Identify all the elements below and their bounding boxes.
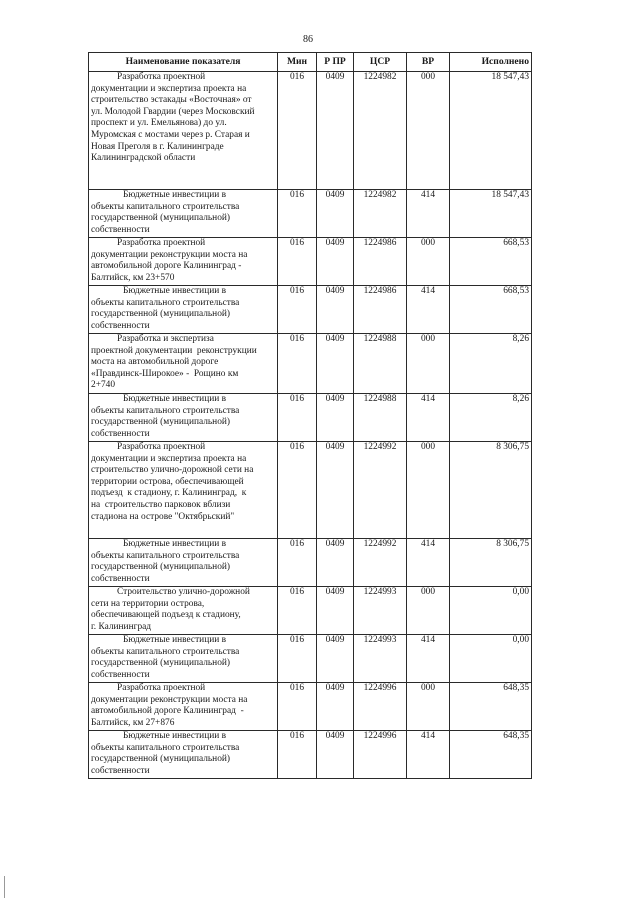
row-name-line: моста на автомобильной дороге <box>91 357 219 368</box>
table-header-row <box>89 53 532 72</box>
row-vr-cell: 414 <box>407 286 450 334</box>
row-name-line: документации реконструкции моста на <box>91 249 248 260</box>
row-name-line: государственной (муниципальной) <box>91 213 231 224</box>
header-ispolneno: Исполнено <box>450 53 532 72</box>
row-min-cell: 016 <box>278 238 317 286</box>
row-vr-cell: 000 <box>407 683 450 731</box>
row-csr-cell: 1224988 <box>354 334 407 394</box>
row-name-cell <box>89 635 278 683</box>
row-min-cell: 016 <box>278 72 317 190</box>
row-name-line: государственной (муниципальной) <box>91 754 231 765</box>
row-name-cell <box>89 539 278 587</box>
row-min-cell: 016 <box>278 442 317 539</box>
header-min: Мин <box>278 53 317 72</box>
row-amount-cell: 668,53 <box>450 286 532 334</box>
row-name-line: Балтийск, км 23+570 <box>91 272 175 283</box>
row-name-line: Разработка проектной <box>117 683 206 693</box>
row-min-cell: 016 <box>278 394 317 442</box>
row-name-cell <box>89 394 278 442</box>
row-vr-cell: 414 <box>407 394 450 442</box>
table-body <box>89 72 532 779</box>
table-row <box>89 587 532 635</box>
row-name-line: Разработка и экспертиза <box>117 334 214 344</box>
row-name-line: объекты капитального строительства <box>91 646 240 657</box>
row-name-line: Бюджетные инвестиции в <box>123 190 227 200</box>
table-row <box>89 286 532 334</box>
row-name-line: Бюджетные инвестиции в <box>123 394 227 404</box>
row-rpr-cell: 0409 <box>317 286 354 334</box>
row-min-cell: 016 <box>278 190 317 238</box>
row-name-line: строительство эстакады «Восточная» от <box>91 95 252 106</box>
table-row <box>89 394 532 442</box>
row-name-line: документации реконструкции моста на <box>91 694 248 705</box>
row-csr-cell: 1224986 <box>354 238 407 286</box>
row-rpr-cell: 0409 <box>317 72 354 190</box>
row-name-line: Бюджетные инвестиции в <box>123 539 227 549</box>
table-row <box>89 190 532 238</box>
row-name-line: Строительство улично-дорожной <box>117 587 250 597</box>
row-csr-cell: 1224996 <box>354 683 407 731</box>
row-name-cell <box>89 72 278 190</box>
row-min-cell: 016 <box>278 334 317 394</box>
row-min-cell: 016 <box>278 731 317 779</box>
row-min-cell: 016 <box>278 587 317 635</box>
header-name: Наименование показателя <box>89 53 278 72</box>
header-vr: ВР <box>407 53 450 72</box>
row-min-cell: 016 <box>278 286 317 334</box>
row-name-line: объекты капитального строительства <box>91 742 240 753</box>
table-row <box>89 72 532 190</box>
row-amount-cell: 8 306,75 <box>450 442 532 539</box>
row-vr-cell: 414 <box>407 190 450 238</box>
row-name-line: 2+740 <box>91 380 116 391</box>
row-csr-cell: 1224982 <box>354 72 407 190</box>
row-name-line: государственной (муниципальной) <box>91 309 231 320</box>
row-name-line: строительство улично-дорожной сети на <box>91 465 254 476</box>
row-amount-cell: 18 547,43 <box>450 190 532 238</box>
row-name-line: Разработка проектной <box>117 72 206 82</box>
row-name-line: Разработка проектной <box>117 238 206 248</box>
row-name-line: Бюджетные инвестиции в <box>123 635 227 645</box>
row-csr-cell: 1224993 <box>354 635 407 683</box>
row-rpr-cell: 0409 <box>317 731 354 779</box>
row-csr-cell: 1224992 <box>354 442 407 539</box>
row-csr-cell: 1224988 <box>354 394 407 442</box>
row-name-line: объекты капитального строительства <box>91 550 240 561</box>
row-amount-cell: 18 547,43 <box>450 72 532 190</box>
scan-margin-mark <box>4 876 6 898</box>
table-row <box>89 334 532 394</box>
row-min-cell: 016 <box>278 683 317 731</box>
header-rpr: Р ПР <box>317 53 354 72</box>
row-name-cell <box>89 587 278 635</box>
row-name-line: государственной (муниципальной) <box>91 417 231 428</box>
row-vr-cell: 000 <box>407 238 450 286</box>
table-row <box>89 539 532 587</box>
row-name-line: объекты капитального строительства <box>91 405 240 416</box>
row-vr-cell: 000 <box>407 587 450 635</box>
row-name-line: государственной (муниципальной) <box>91 658 231 669</box>
row-vr-cell: 000 <box>407 72 450 190</box>
row-name-line: Бюджетные инвестиции в <box>123 286 227 296</box>
row-name-line: Балтийск, км 27+876 <box>91 717 175 728</box>
row-name-cell <box>89 334 278 394</box>
row-name-line: Бюджетные инвестиции в <box>123 731 227 741</box>
row-min-cell: 016 <box>278 635 317 683</box>
budget-execution-table <box>88 52 532 779</box>
row-name-line: подъезд к стадиону, г. Калининград, к <box>91 488 247 499</box>
row-name-line: территории острова, обеспечивающей <box>91 476 244 487</box>
row-vr-cell: 000 <box>407 442 450 539</box>
row-vr-cell: 414 <box>407 539 450 587</box>
row-csr-cell: 1224992 <box>354 539 407 587</box>
row-name-line: ул. Молодой Гвардии (через Московский <box>91 106 255 117</box>
row-csr-cell: 1224996 <box>354 731 407 779</box>
row-csr-cell: 1224982 <box>354 190 407 238</box>
row-name-line: собственности <box>91 224 150 235</box>
row-name-line: обеспечивающей подъезд к стадиону, <box>91 610 241 621</box>
row-name-line: документации и экспертиза проекта на <box>91 83 247 94</box>
page-number: 86 <box>303 34 313 45</box>
row-name-line: объекты капитального строительства <box>91 201 240 212</box>
row-name-line: Муромская с мостами через р. Старая и <box>91 129 250 140</box>
row-name-line: документации и экспертиза проекта на <box>91 453 247 464</box>
table-row <box>89 238 532 286</box>
row-name-line: собственности <box>91 765 150 776</box>
row-amount-cell: 0,00 <box>450 587 532 635</box>
header-csr: ЦСР <box>354 53 407 72</box>
row-name-line: объекты капитального строительства <box>91 297 240 308</box>
row-amount-cell: 648,35 <box>450 683 532 731</box>
row-name-line: на строительство парковок вблизи <box>91 499 231 510</box>
row-name-line: г. Калининград <box>91 621 152 632</box>
row-vr-cell: 000 <box>407 334 450 394</box>
row-rpr-cell: 0409 <box>317 394 354 442</box>
row-name-line: собственности <box>91 428 150 439</box>
row-rpr-cell: 0409 <box>317 539 354 587</box>
row-name-line: Новая Преголя в г. Калининграде <box>91 141 224 152</box>
row-amount-cell: 648,35 <box>450 731 532 779</box>
row-name-line: «Правдинск-Широкое» - Рощино км <box>91 368 239 379</box>
row-rpr-cell: 0409 <box>317 683 354 731</box>
table-row <box>89 442 532 539</box>
row-amount-cell: 8,26 <box>450 334 532 394</box>
table-row <box>89 635 532 683</box>
row-rpr-cell: 0409 <box>317 238 354 286</box>
row-name-cell <box>89 190 278 238</box>
row-name-line: Калининградской области <box>91 153 196 164</box>
row-csr-cell: 1224993 <box>354 587 407 635</box>
row-name-cell <box>89 238 278 286</box>
table-row <box>89 731 532 779</box>
row-amount-cell: 8,26 <box>450 394 532 442</box>
row-min-cell: 016 <box>278 539 317 587</box>
row-name-line: сети на территории острова, <box>91 598 205 609</box>
row-name-line: стадиона на острове "Октябрьский" <box>91 511 235 522</box>
row-rpr-cell: 0409 <box>317 334 354 394</box>
row-csr-cell: 1224986 <box>354 286 407 334</box>
row-amount-cell: 0,00 <box>450 635 532 683</box>
row-name-cell <box>89 683 278 731</box>
row-name-line: автомобильной дороге Калининград - <box>91 261 242 272</box>
row-amount-cell: 668,53 <box>450 238 532 286</box>
row-rpr-cell: 0409 <box>317 587 354 635</box>
row-name-line: Разработка проектной <box>117 442 206 452</box>
row-name-line: проектной документации реконструкции <box>91 345 257 356</box>
row-name-line: собственности <box>91 573 150 584</box>
row-name-cell <box>89 731 278 779</box>
row-name-line: проспект и ул. Емельянова) до ул. <box>91 118 227 129</box>
row-vr-cell: 414 <box>407 731 450 779</box>
row-name-line: автомобильной дороге Калининград - <box>91 706 244 717</box>
row-rpr-cell: 0409 <box>317 190 354 238</box>
row-rpr-cell: 0409 <box>317 635 354 683</box>
row-name-cell <box>89 442 278 539</box>
row-name-cell <box>89 286 278 334</box>
row-name-line: государственной (муниципальной) <box>91 562 231 573</box>
row-amount-cell: 8 306,75 <box>450 539 532 587</box>
table-row <box>89 683 532 731</box>
row-vr-cell: 414 <box>407 635 450 683</box>
row-name-line: собственности <box>91 320 150 331</box>
row-rpr-cell: 0409 <box>317 442 354 539</box>
row-name-line: собственности <box>91 669 150 680</box>
